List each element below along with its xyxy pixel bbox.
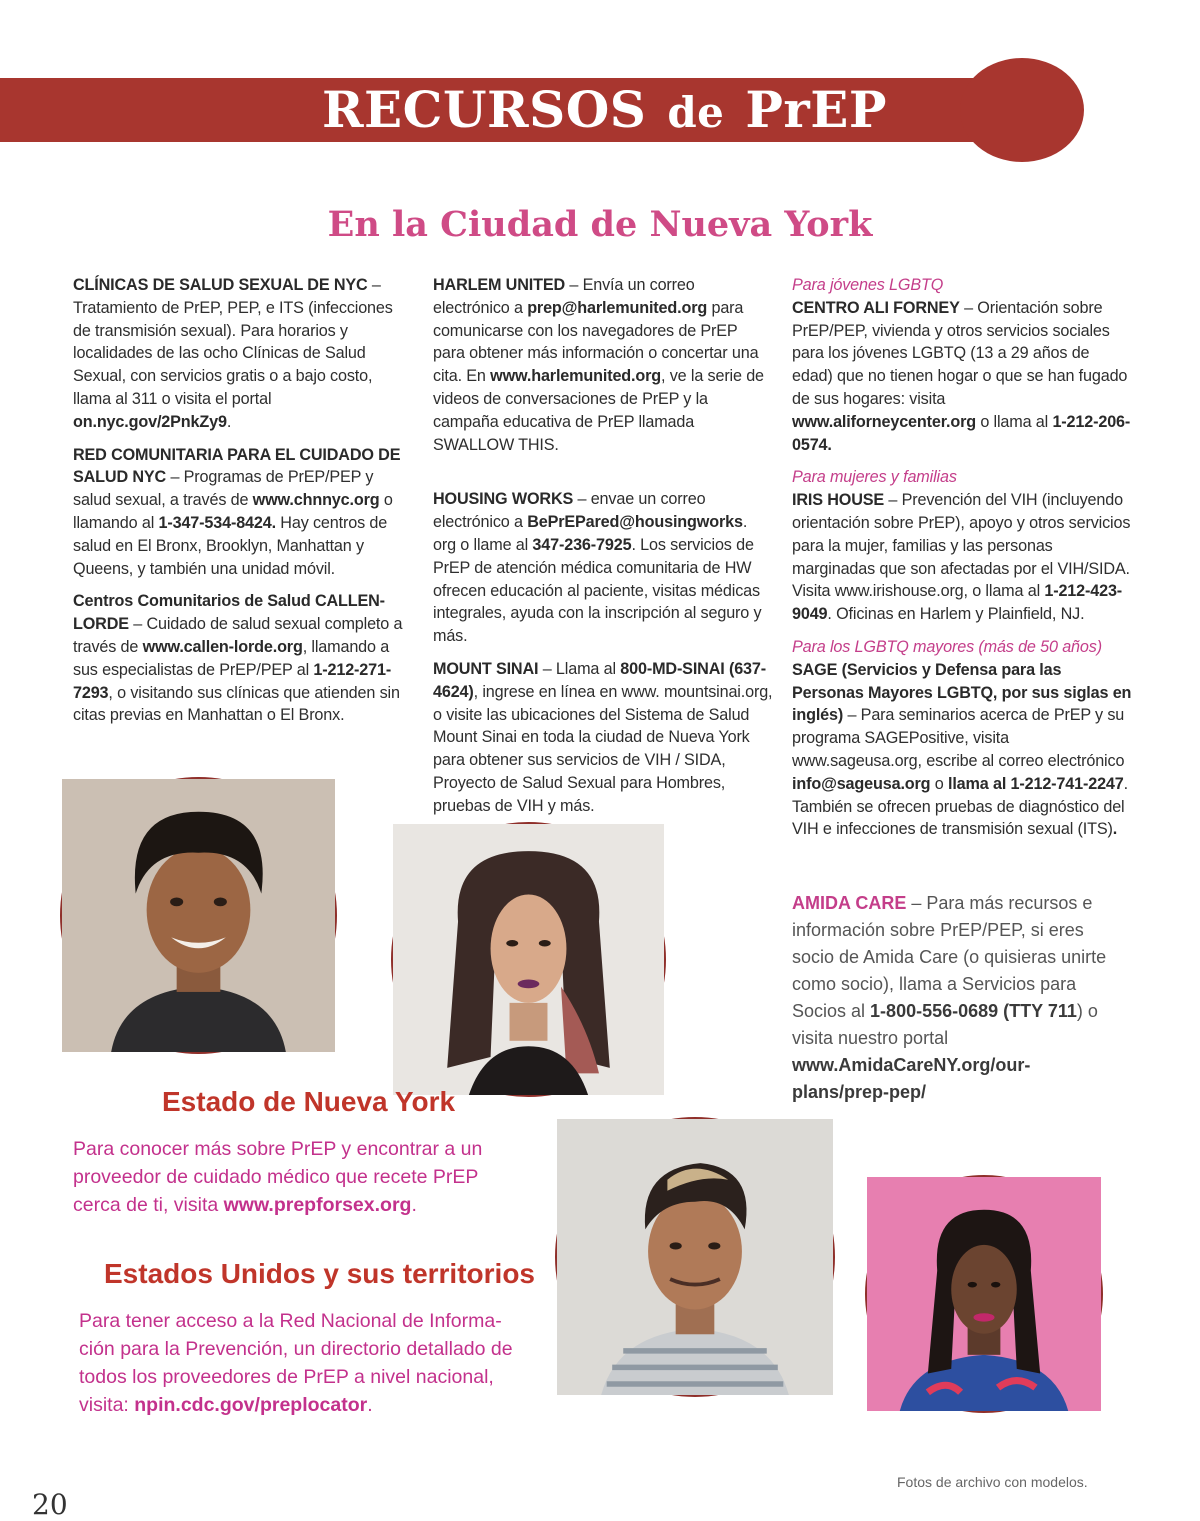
entry-text: , ve la serie de videos de conversaciones de PrEP y la campaña educativa de PrEP llamada SWALLOW THIS. <box>433 367 764 454</box>
title-part-prep: PrEP <box>745 80 887 139</box>
amida-link[interactable]: www.AmidaCareNY.org/our-plans/prep-pep/ <box>792 1055 1031 1102</box>
entry-text-end: . <box>1112 820 1118 839</box>
amida-phone: 1-800-556-0689 (TTY 711 <box>870 1001 1077 1021</box>
title-part-de: de <box>667 88 725 137</box>
header-banner-cap <box>960 58 1084 162</box>
entry-text: – envae un correo electrónico a <box>433 490 706 532</box>
photo-credit: Fotos de archivo con modelos. <box>897 1474 1088 1490</box>
entry-text: – Orientación sobre PrEP/PEP, vivienda y otros servicios sociales para los jóvenes LGBTQ (13 a 29 años de edad) que no tienen hogar o que se han fugado de sus hogares: visita <box>792 298 1128 408</box>
entry-phone: 1-212-423-9049 <box>792 582 1123 624</box>
entry-text-end: . <box>226 412 232 431</box>
state-text-body: Para conocer más sobre PrEP y encontrar a un proveedor de cuidado médico que recete PrEP cerca de ti, visita <box>73 1138 483 1216</box>
page-title <box>322 80 887 139</box>
entry-name: CLÍNICAS DE SALUD SEXUAL DE NYC <box>73 276 368 294</box>
photo-woman-purple-lips <box>391 822 666 1097</box>
usa-heading: Estados Unidos y sus territorios <box>104 1258 535 1289</box>
entry-link[interactable]: www.callen-lorde.org <box>142 637 303 656</box>
entry-link[interactable]: www.chnnyc.org <box>252 491 380 510</box>
entry-name: Centros Comunitarios de Salud CALLEN-LORDE <box>73 592 385 634</box>
entry-name: CENTRO ALI FORNEY <box>792 298 960 317</box>
entry-phone: llama al 1-212-741-2247 <box>947 774 1124 793</box>
entry-text: o <box>930 774 948 793</box>
usa-text-end: . <box>367 1394 373 1416</box>
entry-text: – Programas de PrEP/PEP y salud sexual, a través de <box>73 468 374 510</box>
title-part-recursos: RECURSOS <box>322 80 647 139</box>
entry-name: MOUNT SINAI <box>433 659 539 678</box>
entry-text: . También se ofrecen pruebas de diagnóstico del VIH e infecciones de transmisión sexual (ITS) <box>792 774 1128 839</box>
entry-link[interactable]: www.harlemunited.org <box>490 367 662 386</box>
amida-text: ) o visita nuestro portal <box>792 1001 1098 1048</box>
column-2 <box>433 274 773 828</box>
entry-name: HARLEM UNITED <box>433 276 566 294</box>
page-number: 20 <box>32 1488 68 1521</box>
photo-man-curly-hair <box>60 777 337 1054</box>
entry-text: – Prevención del VIH (incluyendo orientación sobre PrEP), apoyo y otros servicios para la mujer, familias y las personas marginadas que son afectadas por el VIH/SIDA. Visita www.irishouse.org, o llama al <box>792 491 1131 601</box>
entry-housing-works <box>433 488 773 648</box>
entry-email[interactable]: BePrEPared@housingworks <box>527 513 743 532</box>
photo-man-striped-shirt <box>555 1117 835 1397</box>
entry-phone: 1-212-206-0574. <box>792 412 1131 454</box>
column-1 <box>73 274 409 737</box>
state-text <box>73 1135 493 1219</box>
entry-text: . org o llame al <box>433 513 748 554</box>
entry-phone: 1-212-271-7293 <box>73 660 392 702</box>
entry-name: HOUSING WORKS <box>433 490 574 509</box>
entry-phone: 800-MD-SINAI (637-4624) <box>433 659 766 701</box>
state-text-end: . <box>411 1194 417 1216</box>
entry-subhead: Para mujeres y familias <box>792 468 957 487</box>
entry-text: , o visitando sus clínicas que atienden sin citas previas en Manhattan o El Bronx. <box>73 683 400 725</box>
state-link[interactable]: www.prepforsex.org <box>223 1194 412 1216</box>
column-3 <box>792 274 1132 851</box>
entry-iris-house <box>792 466 1132 626</box>
entry-text: – Llama al <box>538 659 621 678</box>
entry-link[interactable]: on.nyc.gov/2PnkZy9 <box>73 412 227 431</box>
usa-text-body: Para tener acceso a la Red Nacional de Informa-ción para la Prevención, un directorio detallado de todos los proveedores de PrEP a nivel nacional, visita: <box>79 1310 513 1416</box>
entry-text: , ingrese en línea en www. mountsinai.org, o visite las ubicaciones del Sistema de Salud Mount Sinai en toda la ciudad de Nueva York para obtener sus servicios de VIH / SIDA, Proyecto de Salud Sexual para Hombres, pruebas de VIH y más. <box>433 682 773 815</box>
entry-text: – Tratamiento de PrEP, PEP, e ITS (infecciones de transmisión sexual). Para horarios y localidades de las ocho Clínicas de Salud Sexual, con servicios gratis o a bajo costo, llama al 311 o visita el portal <box>73 276 393 408</box>
entry-ali-forney <box>792 274 1132 456</box>
entry-harlem-united <box>433 274 773 456</box>
entry-text: Hay centros de salud en El Bronx, Brooklyn, Manhattan y Queens, y también una unidad móvil. <box>73 513 388 578</box>
entry-link[interactable]: www.aliforneycenter.org <box>792 412 976 431</box>
entry-text: , llamando a sus especialistas de PrEP/PEP al <box>73 637 390 679</box>
entry-text: – Envía un correo electrónico a <box>433 276 695 317</box>
amida-care-block <box>792 890 1122 1106</box>
amida-name: AMIDA CARE <box>792 893 907 913</box>
entry-email[interactable]: prep@harlemunited.org <box>527 298 708 317</box>
entry-name: SAGE (Servicios y Defensa para las Personas Mayores LGBTQ, por sus siglas en inglés) <box>792 660 1132 725</box>
usa-link[interactable]: npin.cdc.gov/preplocator <box>134 1394 368 1416</box>
entry-phone: 347-236-7925 <box>532 535 632 554</box>
entry-chn-nyc <box>73 444 409 581</box>
entry-text: – Cuidado de salud sexual completo a través de <box>73 615 403 656</box>
entry-nyc-sexual-health-clinics <box>73 274 409 434</box>
entry-subhead: Para jóvenes LGBTQ <box>792 276 944 294</box>
entry-text: . Los servicios de PrEP de atención médica comunitaria de HW ofrecen educación al paciente, visitas médicas integrales, ayuda con la inscripción al seguro y más. <box>433 535 762 646</box>
state-heading: Estado de Nueva York <box>162 1086 456 1117</box>
entry-name: RED COMUNITARIA PARA EL CUIDADO DE SALUD NYC <box>73 445 401 487</box>
entry-text: o llama al <box>975 412 1053 431</box>
entry-text: para comunicarse con los navegadores de PrEP para obtener más información o concertar una cita. En <box>433 298 759 386</box>
entry-text: . Oficinas en Harlem y Plainfield, NJ. <box>827 605 1085 624</box>
entry-mount-sinai <box>433 658 773 818</box>
entry-sage <box>792 636 1132 841</box>
entry-name: IRIS HOUSE <box>792 491 885 510</box>
entry-text: o llamando al <box>73 491 393 532</box>
entry-phone: 1-347-534-8424. <box>158 513 276 532</box>
amida-text: – Para más recursos e información sobre PrEP/PEP, si eres socio de Amida Care (o quisieras unirte como socio), llama a Servicios para Socios al <box>792 893 1107 1021</box>
entry-callen-lorde <box>73 590 409 727</box>
city-heading: En la Ciudad de Nueva York <box>327 204 873 245</box>
photo-woman-braids <box>865 1175 1103 1413</box>
usa-text <box>79 1307 521 1419</box>
entry-text: – Para seminarios acerca de PrEP y su programa SAGEPositive, visita www.sageusa.org, escribe al correo electrónico <box>792 706 1125 770</box>
entry-email[interactable]: info@sageusa.org <box>792 774 931 793</box>
entry-subhead: Para los LGBTQ mayores (más de 50 años) <box>792 637 1102 656</box>
